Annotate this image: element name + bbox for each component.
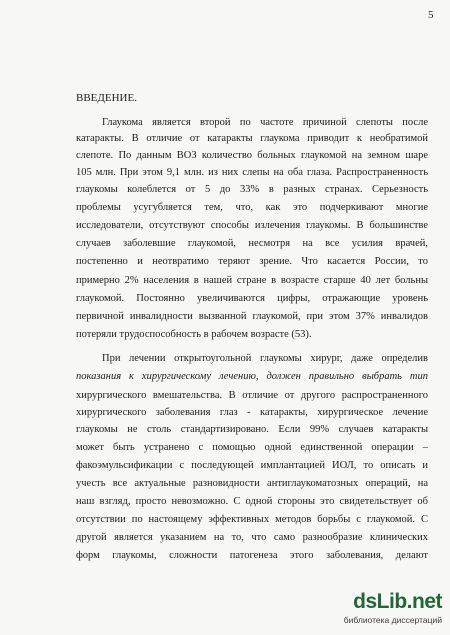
paragraph-line: наш взгляд, просто невозможно. С одной стороны это свидетельствует об [76, 496, 428, 507]
paragraph-line: хирургического заболевания глаз - катаракты, хирургическое лечение [76, 407, 428, 418]
paragraph-line: 105 млн. При этом 9,1 млн. из них слепы на оба глаза. Распространенность [76, 167, 428, 178]
paragraph-line: хирургического вмешательства. В отличие от другого распространенного [76, 390, 428, 401]
paragraph-line: слепоте. По данным ВОЗ количество больных глаукомой на земном шаре [76, 150, 428, 161]
page-number: 5 [428, 9, 434, 21]
paragraph-line: форм глаукомы, сложности патогенеза этого заболевания, делают [76, 550, 428, 561]
paragraph-line: глаукомой. Постоянно увеличиваются цифры, отражающие уровень [76, 293, 428, 304]
paragraph-line: При лечении открытоугольной глаукомы хирург, даже определив [102, 353, 428, 364]
section-heading: ВВЕДЕНИЕ. [76, 92, 137, 104]
paragraph-line: исследователи, отсутствуют способы излечения глаукомы. В большинстве [76, 220, 428, 231]
watermark-tagline: библиотека диссертаций [343, 615, 442, 625]
watermark-logo: dsLib.net [353, 590, 442, 613]
paragraph-line: первичной инвалидности вызванной глаукомой, при этом 37% инвалидов [76, 311, 428, 322]
paragraph-line: другой является указанием на то, что само разнообразие клинических [76, 532, 428, 543]
paragraph-line: глаукомы не столь стандартизировано. Если 99% случаев катаракты [76, 424, 428, 435]
paragraph-line: глаукомы колеблется от 5 до 33% в разных странах. Серьезность [76, 184, 428, 195]
paragraph-line: отсутствии по настоящему эффективных методов борьбы с глаукомой. С [76, 514, 428, 525]
dslib-watermark[interactable] [322, 590, 444, 630]
paragraph-line: может быть устранено с помощью одной единственной операции – [76, 442, 428, 453]
paragraph-line: учесть все актуальные разновидности антиглаукоматозных операций, на [76, 478, 428, 489]
paragraph-line-italic [76, 370, 428, 383]
paragraph-line: потеряли трудоспособность в рабочем возрасте (53). [76, 329, 312, 340]
paragraph-line: проблемы усугубляется тем, что, как это подчеркивают многие [76, 202, 428, 213]
italic-phrase: показания к хирургическому лечению, должен правильно выбрать тип [76, 371, 428, 382]
paragraph-line: факоэмульсификации с последующей имплантацией ИОЛ, то описать и [76, 460, 428, 471]
paragraph-line: случаев заболевшие глаукомой, несмотря на все усилия врачей, [76, 238, 428, 249]
paragraph-line: примерно 2% населения в нашей стране в возрасте старше 40 лет больны [76, 275, 428, 286]
paragraph-line: постепенно и неотвратимо теряют зрение. Что касается России, то [76, 256, 428, 267]
paragraph-line: катаракты. В отличие от катаракты глаукома приводит к необратимой [76, 133, 428, 144]
paragraph-line: Глаукома является второй по частоте причиной слепоты после [102, 117, 428, 128]
